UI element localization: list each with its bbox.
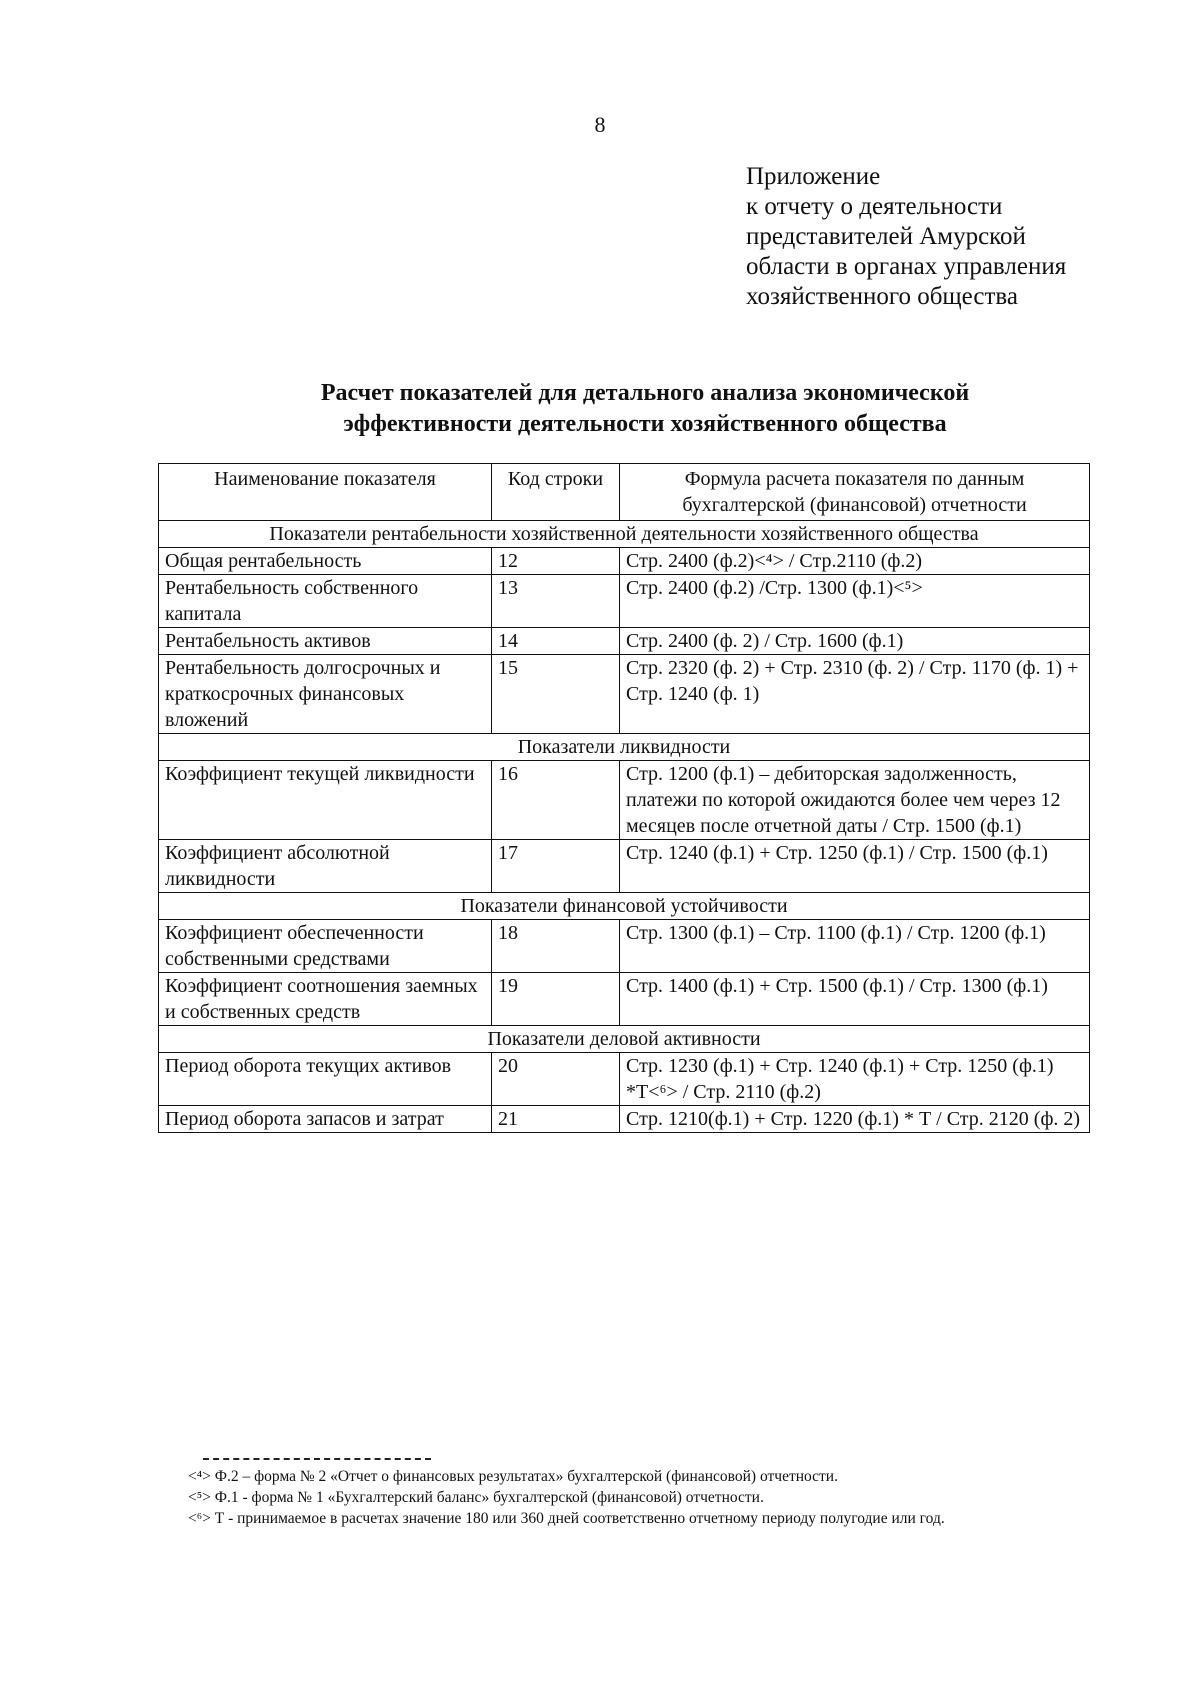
formula-cell: Стр. 2400 (ф.2) /Стр. 1300 (ф.1)<⁵> xyxy=(620,575,1090,628)
column-header-formula: Формула расчета показателя по данным бухгалтерской (финансовой) отчетности xyxy=(620,464,1090,521)
row-code-cell: 16 xyxy=(492,761,620,840)
page-number: 8 xyxy=(594,112,606,137)
appendix-line: к отчету о деятельности xyxy=(746,193,1003,220)
footnote-4: <⁴> Ф.2 – форма № 2 «Отчет о финансовых результатах» бухгалтерской (финансовой) отчетности. xyxy=(188,1468,838,1485)
column-header-code: Код строки xyxy=(492,464,620,521)
table-row xyxy=(159,840,1090,893)
section-title: Показатели ликвидности xyxy=(159,734,1090,761)
title-line: Расчет показателей для детального анализа экономической xyxy=(320,380,970,406)
footnote-separator xyxy=(203,1458,431,1460)
indicator-name-cell: Коэффициент абсолютной ликвидности xyxy=(159,840,492,893)
table-body xyxy=(159,521,1090,1133)
row-code-cell: 17 xyxy=(492,840,620,893)
indicator-name-cell: Общая рентабельность xyxy=(159,548,492,575)
indicator-name-cell: Рентабельность собственного капитала xyxy=(159,575,492,628)
table-row xyxy=(159,761,1090,840)
indicator-name-cell: Рентабельность активов xyxy=(159,628,492,655)
row-code-cell: 13 xyxy=(492,575,620,628)
table-header-row xyxy=(159,464,1090,521)
indicator-name-cell: Период оборота текущих активов xyxy=(159,1053,492,1106)
appendix-line: хозяйственного общества xyxy=(746,283,1018,310)
document-title xyxy=(0,378,1200,440)
section-row xyxy=(159,1026,1090,1053)
indicator-name-cell: Коэффициент обеспеченности собственными средствами xyxy=(159,920,492,973)
row-code-cell: 18 xyxy=(492,920,620,973)
table-row xyxy=(159,548,1090,575)
section-row xyxy=(159,521,1090,548)
formula-cell: Стр. 1210(ф.1) + Стр. 1220 (ф.1) * Т / Стр. 2120 (ф. 2) xyxy=(620,1106,1090,1133)
row-code-cell: 20 xyxy=(492,1053,620,1106)
table-row xyxy=(159,973,1090,1026)
section-title: Показатели рентабельности хозяйственной деятельности хозяйственного общества xyxy=(159,521,1090,548)
footnote-5: <⁵> Ф.1 - форма № 1 «Бухгалтерский баланс» бухгалтерской (финансовой) отчетности. xyxy=(188,1489,764,1506)
row-code-cell: 21 xyxy=(492,1106,620,1133)
column-header-name: Наименование показателя xyxy=(159,464,492,521)
formula-cell: Стр. 2400 (ф. 2) / Стр. 1600 (ф.1) xyxy=(620,628,1090,655)
table-row xyxy=(159,655,1090,734)
section-row xyxy=(159,893,1090,920)
formula-cell: Стр. 1230 (ф.1) + Стр. 1240 (ф.1) + Стр. 1250 (ф.1) *Т<⁶> / Стр. 2110 (ф.2) xyxy=(620,1053,1090,1106)
table-row xyxy=(159,1106,1090,1133)
table-row xyxy=(159,628,1090,655)
appendix-note xyxy=(746,162,1066,312)
appendix-line: области в органах управления xyxy=(746,253,1067,280)
formula-cell: Стр. 1400 (ф.1) + Стр. 1500 (ф.1) / Стр. 1300 (ф.1) xyxy=(620,973,1090,1026)
formula-cell: Стр. 1240 (ф.1) + Стр. 1250 (ф.1) / Стр. 1500 (ф.1) xyxy=(620,840,1090,893)
indicators-table xyxy=(158,463,1090,1133)
table-row xyxy=(159,575,1090,628)
row-code-cell: 14 xyxy=(492,628,620,655)
row-code-cell: 19 xyxy=(492,973,620,1026)
appendix-line: Приложение xyxy=(746,163,881,190)
section-title: Показатели деловой активности xyxy=(159,1026,1090,1053)
formula-cell: Стр. 2400 (ф.2)<⁴> / Стр.2110 (ф.2) xyxy=(620,548,1090,575)
table-row xyxy=(159,920,1090,973)
row-code-cell: 12 xyxy=(492,548,620,575)
section-row xyxy=(159,734,1090,761)
indicator-name-cell: Коэффициент текущей ликвидности xyxy=(159,761,492,840)
formula-cell: Стр. 1200 (ф.1) – дебиторская задолженность, платежи по которой ожидаются более чем через 12 месяцев после отчетной даты / Стр. 1500 (ф.1) xyxy=(620,761,1090,840)
formula-cell: Стр. 2320 (ф. 2) + Стр. 2310 (ф. 2) / Стр. 1170 (ф. 1) + Стр. 1240 (ф. 1) xyxy=(620,655,1090,734)
footnotes xyxy=(188,1466,1106,1529)
indicator-name-cell: Рентабельность долгосрочных и краткосрочных финансовых вложений xyxy=(159,655,492,734)
table-row xyxy=(159,1053,1090,1106)
row-code-cell: 15 xyxy=(492,655,620,734)
footnote-6: <⁶> Т - принимаемое в расчетах значение 180 или 360 дней соответственно отчетному периоду полугодие или год. xyxy=(188,1510,945,1527)
formula-cell: Стр. 1300 (ф.1) – Стр. 1100 (ф.1) / Стр. 1200 (ф.1) xyxy=(620,920,1090,973)
title-line: эффективности деятельности хозяйственного общества xyxy=(343,411,947,437)
indicator-name-cell: Коэффициент соотношения заемных и собственных средств xyxy=(159,973,492,1026)
section-title: Показатели финансовой устойчивости xyxy=(159,893,1090,920)
indicator-name-cell: Период оборота запасов и затрат xyxy=(159,1106,492,1133)
appendix-line: представителей Амурской xyxy=(746,223,1026,250)
